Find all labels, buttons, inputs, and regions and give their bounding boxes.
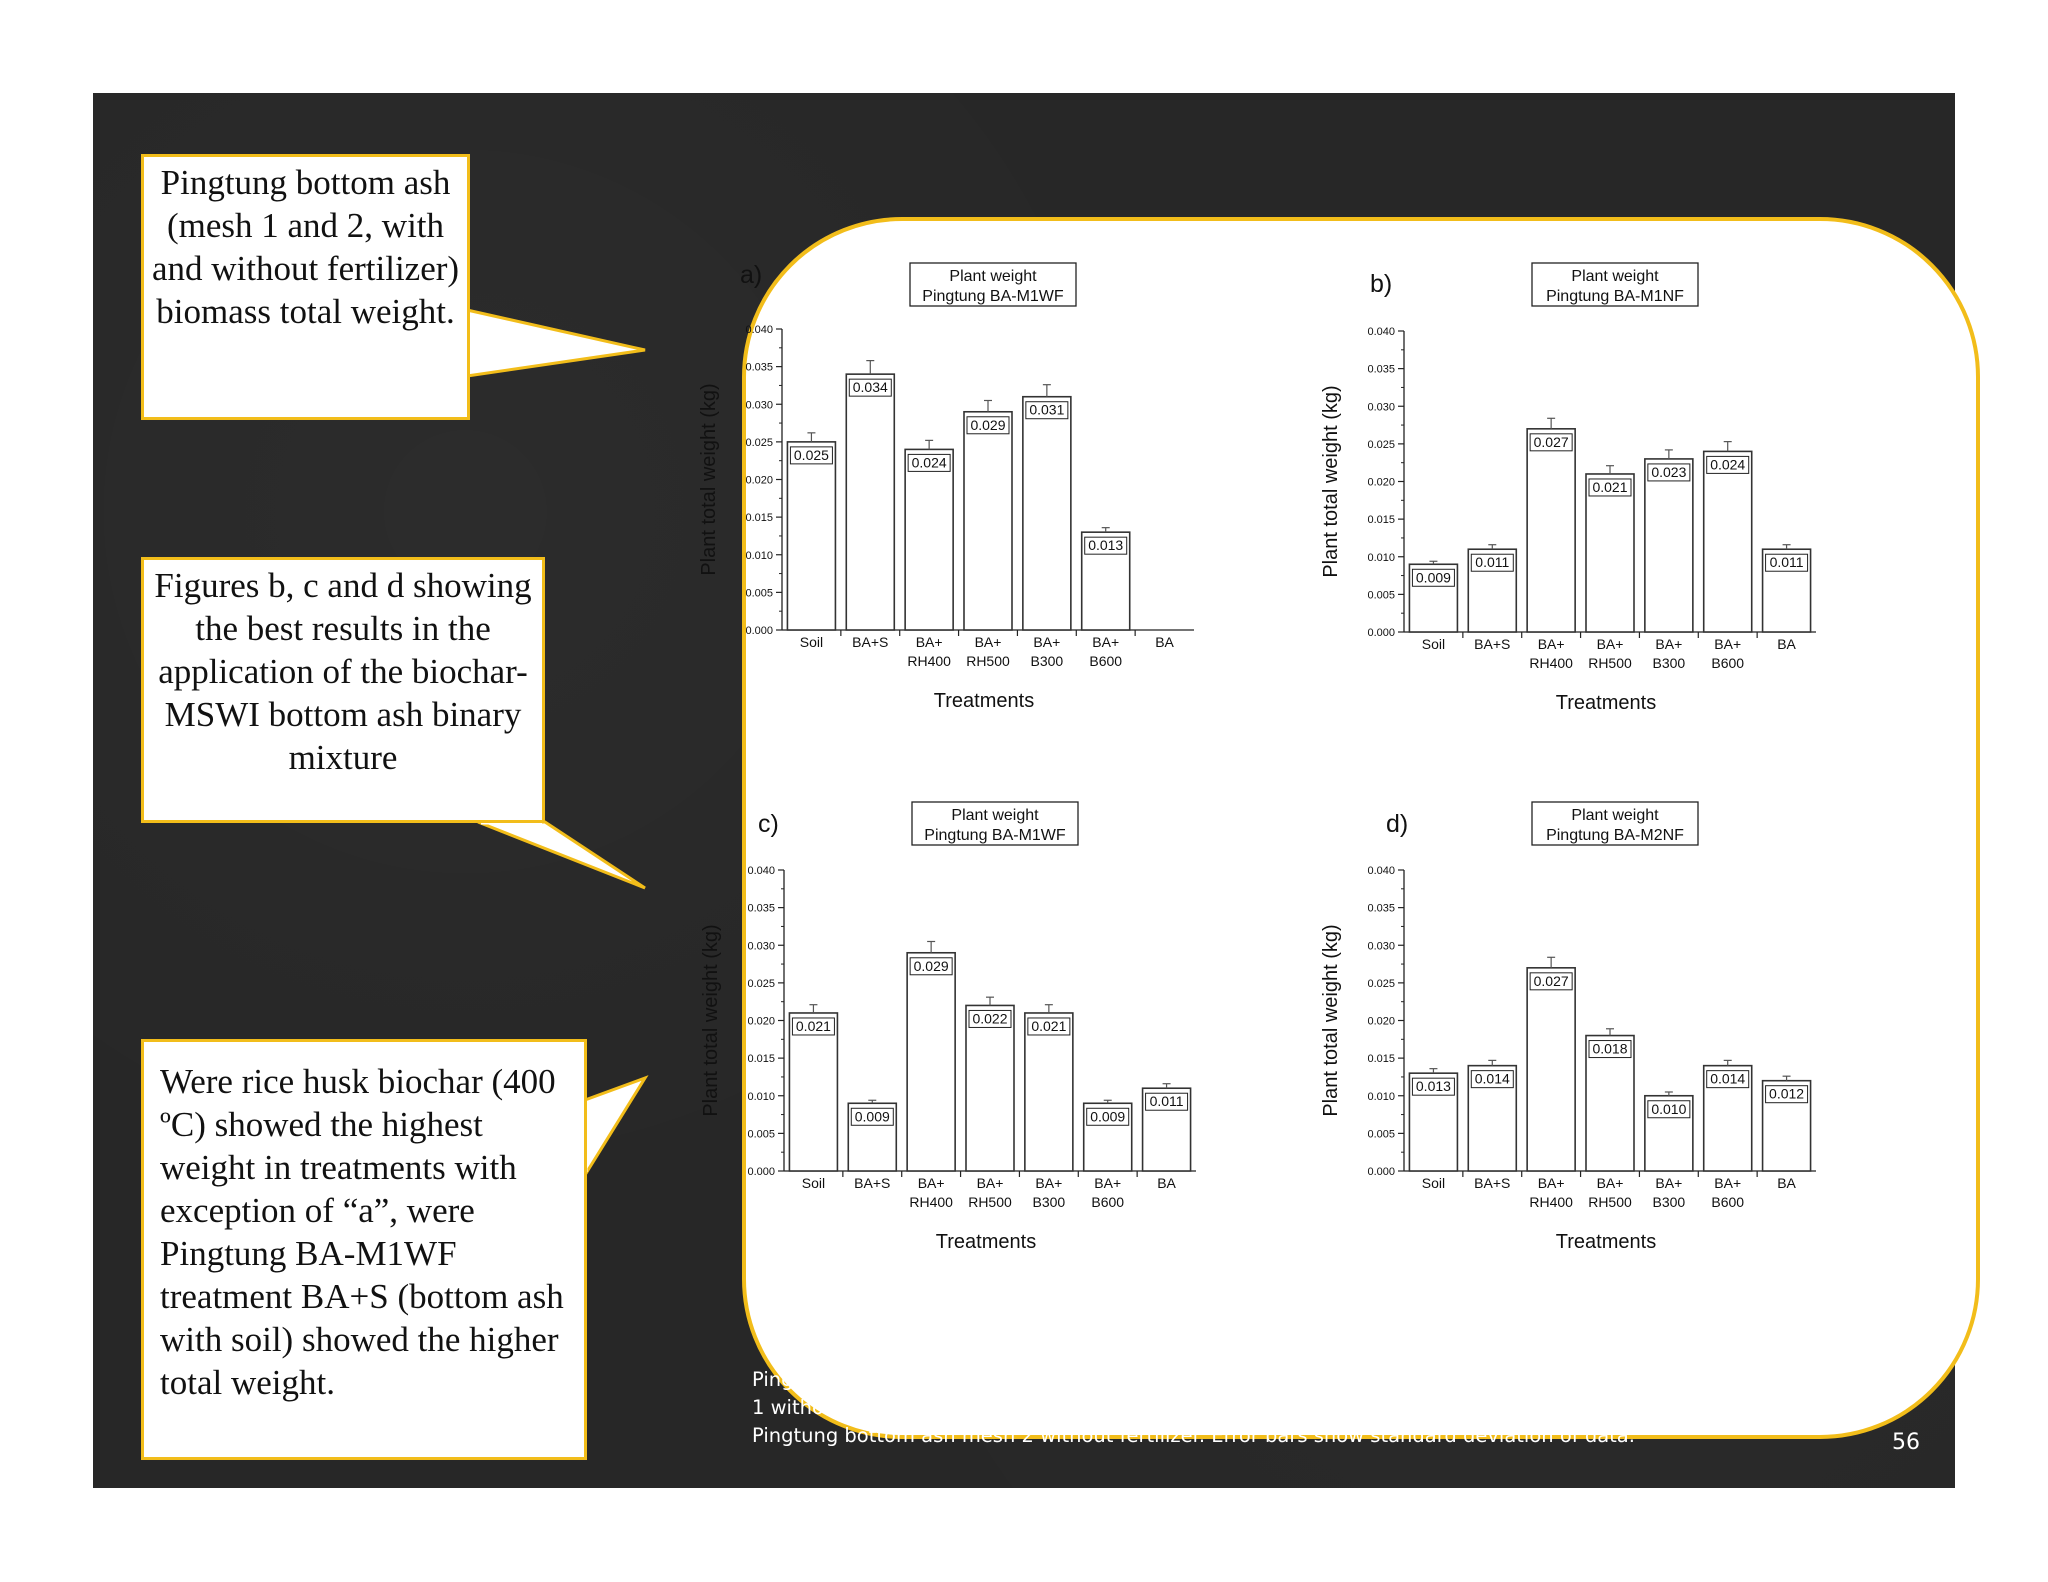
x-tick-label: BA [1777, 636, 1796, 652]
x-tick-label: BA+ [1714, 1175, 1742, 1191]
x-tick-label: B300 [1030, 653, 1064, 669]
y-tick-label: 0.020 [1367, 1015, 1395, 1028]
data-label: 0.029 [913, 957, 949, 974]
x-tick-label: RH400 [909, 1194, 953, 1210]
data-label: 0.024 [911, 454, 947, 471]
chart-title: Plant weight [951, 807, 1039, 824]
x-tick-label: BA+ [1596, 1175, 1624, 1191]
y-tick-label: 0.040 [1367, 326, 1395, 338]
chart-title: Pingtung BA-M2NF [1546, 827, 1684, 844]
data-label: 0.014 [1474, 1070, 1510, 1087]
y-tick-label: 0.015 [745, 512, 773, 525]
y-tick-label: 0.010 [1367, 1090, 1395, 1103]
x-tick-label: Soil [799, 634, 824, 650]
chart-title: Pingtung BA-M1WF [922, 288, 1064, 305]
y-tick-label: 0.020 [747, 1015, 775, 1028]
callout-middle-text: Figures b, c and d showing the best results in the application of the biochar-MSWI bottom ash binary mixture [154, 566, 532, 777]
chart-title: Pingtung BA-M1NF [1546, 288, 1684, 305]
y-tick-label: 0.010 [1367, 551, 1395, 564]
x-tick-label: BA+S [852, 634, 889, 650]
data-label: 0.009 [854, 1108, 890, 1125]
y-tick-label: 0.030 [1367, 401, 1395, 414]
x-tick-label: Soil [1421, 636, 1446, 652]
x-tick-label: Soil [1421, 1175, 1446, 1191]
y-tick-label: 0.015 [1367, 514, 1395, 527]
x-tick-label: BA+ [974, 634, 1002, 650]
x-tick-label: B600 [1711, 655, 1745, 671]
data-label: 0.031 [1029, 401, 1065, 418]
y-tick-label: 0.035 [1367, 363, 1395, 376]
x-tick-label: RH500 [966, 653, 1010, 669]
y-tick-label: 0.010 [745, 549, 773, 562]
chart-title: Plant weight [949, 268, 1037, 285]
x-axis-label: Treatments [933, 690, 1035, 712]
y-tick-label: 0.000 [745, 625, 773, 637]
x-tick-label: BA+ [1092, 634, 1120, 650]
y-tick-label: 0.000 [1367, 1166, 1395, 1178]
chart-title: Plant weight [1571, 807, 1659, 824]
x-tick-label: BA+ [976, 1175, 1004, 1191]
data-label: 0.034 [852, 379, 888, 396]
y-tick-label: 0.025 [1367, 977, 1395, 990]
y-tick-label: 0.025 [1367, 438, 1395, 451]
data-label: 0.011 [1149, 1093, 1184, 1110]
panel-label: b) [1370, 270, 1393, 298]
x-tick-label: RH400 [1529, 1194, 1573, 1210]
y-axis-label: Plant total weight (kg) [698, 383, 720, 576]
y-tick-label: 0.035 [747, 902, 775, 915]
y-tick-label: 0.010 [747, 1090, 775, 1103]
x-tick-label: BA+S [854, 1175, 891, 1191]
x-tick-label: RH500 [1588, 655, 1632, 671]
x-tick-label: BA+ [1033, 634, 1061, 650]
data-label: 0.011 [1475, 554, 1510, 571]
y-tick-label: 0.000 [747, 1166, 775, 1178]
panel-label: c) [758, 810, 779, 838]
data-label: 0.025 [793, 446, 829, 463]
data-label: 0.010 [1651, 1100, 1687, 1117]
x-tick-label: BA+ [1655, 636, 1683, 652]
chart-title: Plant weight [1571, 268, 1659, 285]
x-tick-label: BA+ [915, 634, 943, 650]
y-tick-label: 0.040 [745, 324, 773, 336]
data-label: 0.024 [1710, 456, 1746, 473]
data-label: 0.027 [1533, 433, 1569, 450]
y-tick-label: 0.000 [1367, 627, 1395, 639]
figure-caption: Pingtung BA-M1WF = Pingtung bottom ash mesh 1 with fertilizer, b) Pingtung BA-M1NF= Pingtung bottom ash mesh 1 without fertilizer, c) Pingtung BA-M2WF= Pingtung bottom ash mesh 2 with fertilizer, d) Pingtung BA-M2NF = Pingtung bottom ash mesh 2 without fertilizer. Error bars show standard deviation of data. [752, 1368, 1889, 1447]
x-tick-label: B600 [1711, 1194, 1745, 1210]
data-label: 0.014 [1710, 1070, 1746, 1087]
y-tick-label: 0.035 [745, 361, 773, 374]
chart-title: Pingtung BA-M1WF [924, 827, 1066, 844]
x-tick-label: B300 [1032, 1194, 1066, 1210]
x-tick-label: B600 [1089, 653, 1123, 669]
y-tick-label: 0.020 [745, 474, 773, 487]
y-tick-label: 0.005 [745, 587, 773, 600]
x-tick-label: BA+S [1474, 636, 1511, 652]
x-tick-label: BA+ [1537, 1175, 1565, 1191]
x-tick-label: Soil [801, 1175, 826, 1191]
x-tick-label: BA+ [1714, 636, 1742, 652]
y-tick-label: 0.030 [745, 399, 773, 412]
y-tick-label: 0.015 [747, 1053, 775, 1066]
y-tick-label: 0.020 [1367, 476, 1395, 489]
x-tick-label: RH400 [907, 653, 951, 669]
x-tick-label: BA [1157, 1175, 1176, 1191]
data-label: 0.021 [1031, 1017, 1067, 1034]
panel-label: d) [1386, 810, 1409, 838]
x-axis-label: Treatments [1555, 1231, 1657, 1253]
x-tick-label: BA+S [1474, 1175, 1511, 1191]
x-tick-label: B300 [1652, 1194, 1686, 1210]
x-tick-label: RH500 [1588, 1194, 1632, 1210]
data-label: 0.022 [972, 1010, 1008, 1027]
data-label: 0.011 [1769, 554, 1804, 571]
y-tick-label: 0.025 [745, 436, 773, 449]
data-label: 0.013 [1415, 1078, 1451, 1095]
y-tick-label: 0.030 [747, 940, 775, 953]
data-label: 0.018 [1592, 1040, 1628, 1057]
data-label: 0.013 [1088, 537, 1124, 554]
y-tick-label: 0.015 [1367, 1053, 1395, 1066]
x-tick-label: B300 [1652, 655, 1686, 671]
y-tick-label: 0.005 [1367, 589, 1395, 602]
x-tick-label: B600 [1091, 1194, 1125, 1210]
data-label: 0.009 [1415, 569, 1451, 586]
x-tick-label: BA+ [1596, 636, 1624, 652]
x-tick-label: BA [1155, 634, 1174, 650]
y-tick-label: 0.030 [1367, 940, 1395, 953]
data-label: 0.012 [1769, 1085, 1805, 1102]
x-axis-label: Treatments [935, 1231, 1037, 1253]
data-label: 0.023 [1651, 463, 1687, 480]
page-number: 56 [1892, 1430, 1920, 1455]
x-tick-label: BA+ [1655, 1175, 1683, 1191]
data-label: 0.021 [1592, 478, 1628, 495]
data-label: 0.029 [970, 416, 1006, 433]
callout-top-text: Pingtung bottom ash (mesh 1 and 2, with and without fertilizer) biomass total weight. [151, 163, 460, 331]
data-label: 0.027 [1533, 972, 1569, 989]
y-axis-label: Plant total weight (kg) [700, 924, 722, 1117]
x-tick-label: RH400 [1529, 655, 1573, 671]
y-tick-label: 0.025 [747, 977, 775, 990]
callout-bottom-text: Were rice husk biochar (400 ºC) showed the highest weight in treatments with exception of “a”, were Pingtung BA-M1WF treatment BA+S (bottom ash with soil) showed the higher total weight. [160, 1062, 564, 1402]
y-tick-label: 0.035 [1367, 902, 1395, 915]
x-tick-label: BA [1777, 1175, 1796, 1191]
y-tick-label: 0.005 [1367, 1128, 1395, 1141]
x-tick-label: RH500 [968, 1194, 1012, 1210]
y-tick-label: 0.005 [747, 1128, 775, 1141]
x-tick-label: BA+ [1035, 1175, 1063, 1191]
x-tick-label: BA+ [1537, 636, 1565, 652]
y-axis-label: Plant total weight (kg) [1320, 385, 1342, 578]
y-axis-label: Plant total weight (kg) [1320, 924, 1342, 1117]
y-tick-label: 0.040 [1367, 865, 1395, 877]
data-label: 0.009 [1090, 1108, 1126, 1125]
bar [1527, 968, 1575, 1171]
x-tick-label: BA+ [917, 1175, 945, 1191]
y-tick-label: 0.040 [747, 865, 775, 877]
panel-label: a) [740, 261, 763, 289]
data-label: 0.021 [795, 1017, 831, 1034]
x-tick-label: BA+ [1094, 1175, 1122, 1191]
x-axis-label: Treatments [1555, 692, 1657, 714]
